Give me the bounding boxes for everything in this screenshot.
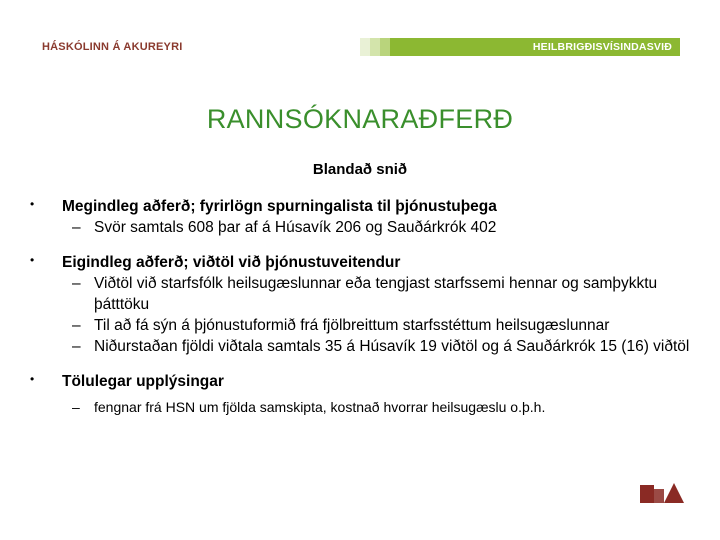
sub-item-text: Niðurstaðan fjöldi viðtala samtals 35 á Húsavík 19 viðtöl og á Sauðárkrók 15 (16) viðtöl	[94, 338, 690, 355]
bullet-text: Tölulegar upplýsingar	[62, 373, 224, 390]
sub-item-text: Viðtöl við starfsfólk heilsugæslunnar eða tengjast starfssemi hennar og samþykktu þátttöku	[94, 275, 658, 313]
bullet-text: Eigindleg aðferð; viðtöl við þjónustuveitendur	[62, 254, 401, 271]
bullet-list	[30, 196, 690, 432]
bullet-text: Megindleg aðferð; fyrirlögn spurningalista til þjónustuþega	[62, 198, 497, 215]
dash-icon: –	[72, 399, 80, 415]
header-band-segment	[360, 38, 370, 56]
sub-item-text: Til að fá sýn á þjónustuformið frá fjölbreittum starfsstéttum heilsugæslunnar	[94, 317, 610, 334]
slide-subtitle: Blandað snið	[312, 161, 408, 178]
sub-item	[62, 217, 690, 238]
university-logo-icon	[640, 481, 684, 503]
sub-item	[62, 273, 690, 315]
bullet-item	[30, 196, 690, 238]
sub-item	[62, 336, 690, 357]
header-band-main	[390, 38, 680, 56]
bullet-dot-icon: •	[30, 253, 35, 267]
sub-item	[62, 396, 690, 418]
bullet-dot-icon: •	[30, 372, 35, 386]
sub-item-text: Svör samtals 608 þar af á Húsavík 206 og Sauðárkrók 402	[94, 219, 497, 236]
header-band	[360, 38, 680, 56]
dash-icon: –	[72, 219, 81, 236]
department-name: HEILBRIGÐISVÍSINDASVIÐ	[532, 41, 672, 53]
bullet-dot-icon: •	[30, 197, 35, 211]
sub-item	[62, 315, 690, 336]
slide-title: RANNSÓKNARAÐFERÐ	[206, 104, 514, 134]
dash-icon: –	[72, 338, 81, 355]
bullet-item	[30, 371, 690, 418]
header-band-segment	[380, 38, 390, 56]
header-band-segment	[370, 38, 380, 56]
sub-item-text: fengnar frá HSN um fjölda samskipta, kostnað hvorrar heilsugæslu o.þ.h.	[94, 399, 546, 415]
university-name: HÁSKÓLINN Á AKUREYRI	[42, 41, 183, 53]
dash-icon: –	[72, 275, 81, 292]
dash-icon: –	[72, 317, 81, 334]
bullet-item	[30, 252, 690, 357]
